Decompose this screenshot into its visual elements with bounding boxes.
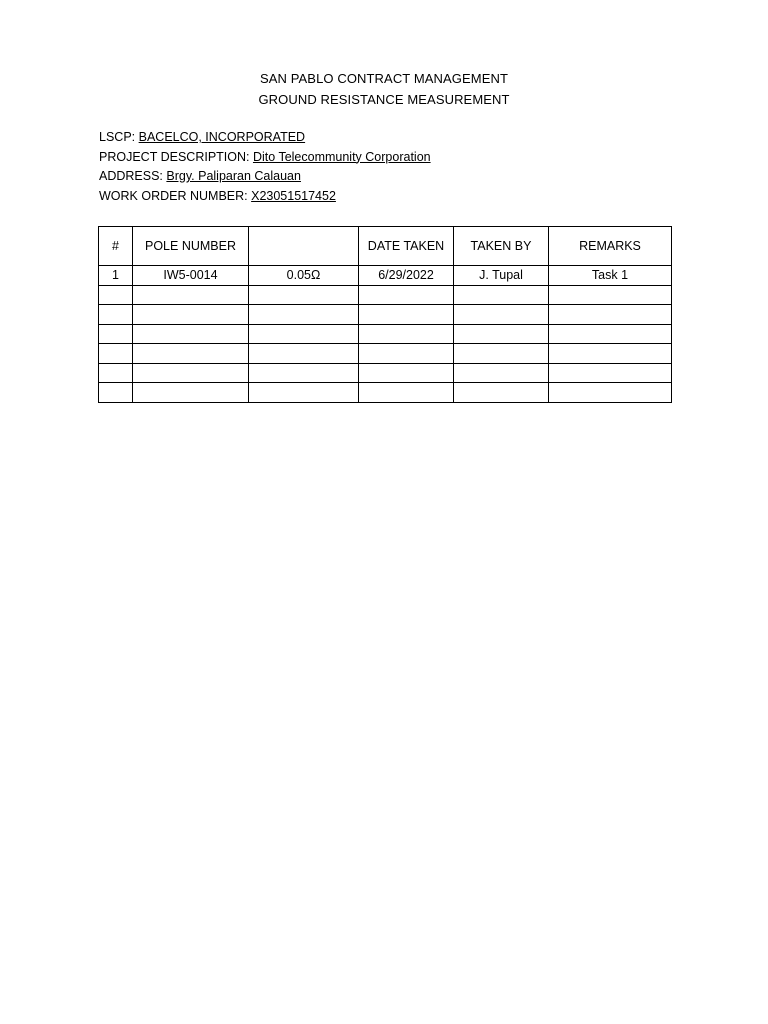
address-label: ADDRESS: xyxy=(99,169,163,183)
table-cell: 1 xyxy=(99,266,133,286)
project-value: Dito Telecommunity Corporation xyxy=(252,149,431,164)
table-cell xyxy=(359,285,454,305)
table-cell xyxy=(99,324,133,344)
table-cell xyxy=(249,363,359,383)
work-order-value: X23051517452 xyxy=(251,188,336,203)
table-cell: Task 1 xyxy=(549,266,672,286)
table-row xyxy=(99,266,672,286)
table-cell xyxy=(454,324,549,344)
table-cell xyxy=(454,344,549,364)
table-cell xyxy=(359,305,454,325)
table-cell xyxy=(133,363,249,383)
table-row xyxy=(99,383,672,403)
table-cell: J. Tupal xyxy=(454,266,549,286)
table-cell xyxy=(454,285,549,305)
lscp-value: BACELCO, INCORPORATED xyxy=(138,130,306,144)
table-cell: IW5-0014 xyxy=(133,266,249,286)
measurement-table xyxy=(98,226,672,403)
table-row xyxy=(99,344,672,364)
project-label: PROJECT DESCRIPTION: xyxy=(99,149,250,164)
header-resistance xyxy=(249,227,359,266)
table-cell xyxy=(359,383,454,403)
lscp-label: LSCP: xyxy=(99,130,136,144)
table-cell xyxy=(99,305,133,325)
table-cell xyxy=(133,285,249,305)
table-cell xyxy=(99,383,133,403)
header-number: # xyxy=(99,227,133,266)
table-cell xyxy=(99,363,133,383)
table-cell xyxy=(99,344,133,364)
table-cell xyxy=(454,383,549,403)
table-cell xyxy=(359,344,454,364)
table-header-row xyxy=(99,227,672,266)
table-cell xyxy=(249,305,359,325)
document-subtitle: GROUND RESISTANCE MEASUREMENT xyxy=(258,92,510,107)
table-cell xyxy=(359,324,454,344)
table-cell xyxy=(249,344,359,364)
table-cell xyxy=(549,305,672,325)
header-pole-number: POLE NUMBER xyxy=(133,227,249,266)
table-cell xyxy=(549,344,672,364)
table-cell xyxy=(133,324,249,344)
title-block xyxy=(0,68,768,110)
document-title: SAN PABLO CONTRACT MANAGEMENT xyxy=(259,71,508,86)
table-cell xyxy=(454,363,549,383)
table-cell xyxy=(549,285,672,305)
table-cell xyxy=(249,285,359,305)
table-row xyxy=(99,285,672,305)
table-cell xyxy=(133,344,249,364)
table-cell xyxy=(549,383,672,403)
work-order-line xyxy=(99,187,431,207)
table-cell xyxy=(99,285,133,305)
address-line xyxy=(99,167,431,187)
table-cell xyxy=(454,305,549,325)
table-cell xyxy=(249,324,359,344)
work-order-label: WORK ORDER NUMBER: xyxy=(99,188,248,203)
table-cell xyxy=(549,363,672,383)
table-cell xyxy=(359,363,454,383)
header-taken-by: TAKEN BY xyxy=(454,227,549,266)
table-cell: 0.05Ω xyxy=(249,266,359,286)
header-remarks: REMARKS xyxy=(549,227,672,266)
header-date-taken: DATE TAKEN xyxy=(359,227,454,266)
table-row xyxy=(99,363,672,383)
table-row xyxy=(99,324,672,344)
table-cell xyxy=(133,383,249,403)
table-cell xyxy=(549,324,672,344)
table-row xyxy=(99,305,672,325)
address-value: Brgy. Paliparan Calauan xyxy=(166,169,301,183)
lscp-line xyxy=(99,128,431,148)
info-block xyxy=(99,128,431,206)
table-cell xyxy=(133,305,249,325)
table-cell: 6/29/2022 xyxy=(359,266,454,286)
table-cell xyxy=(249,383,359,403)
project-line xyxy=(99,148,431,168)
